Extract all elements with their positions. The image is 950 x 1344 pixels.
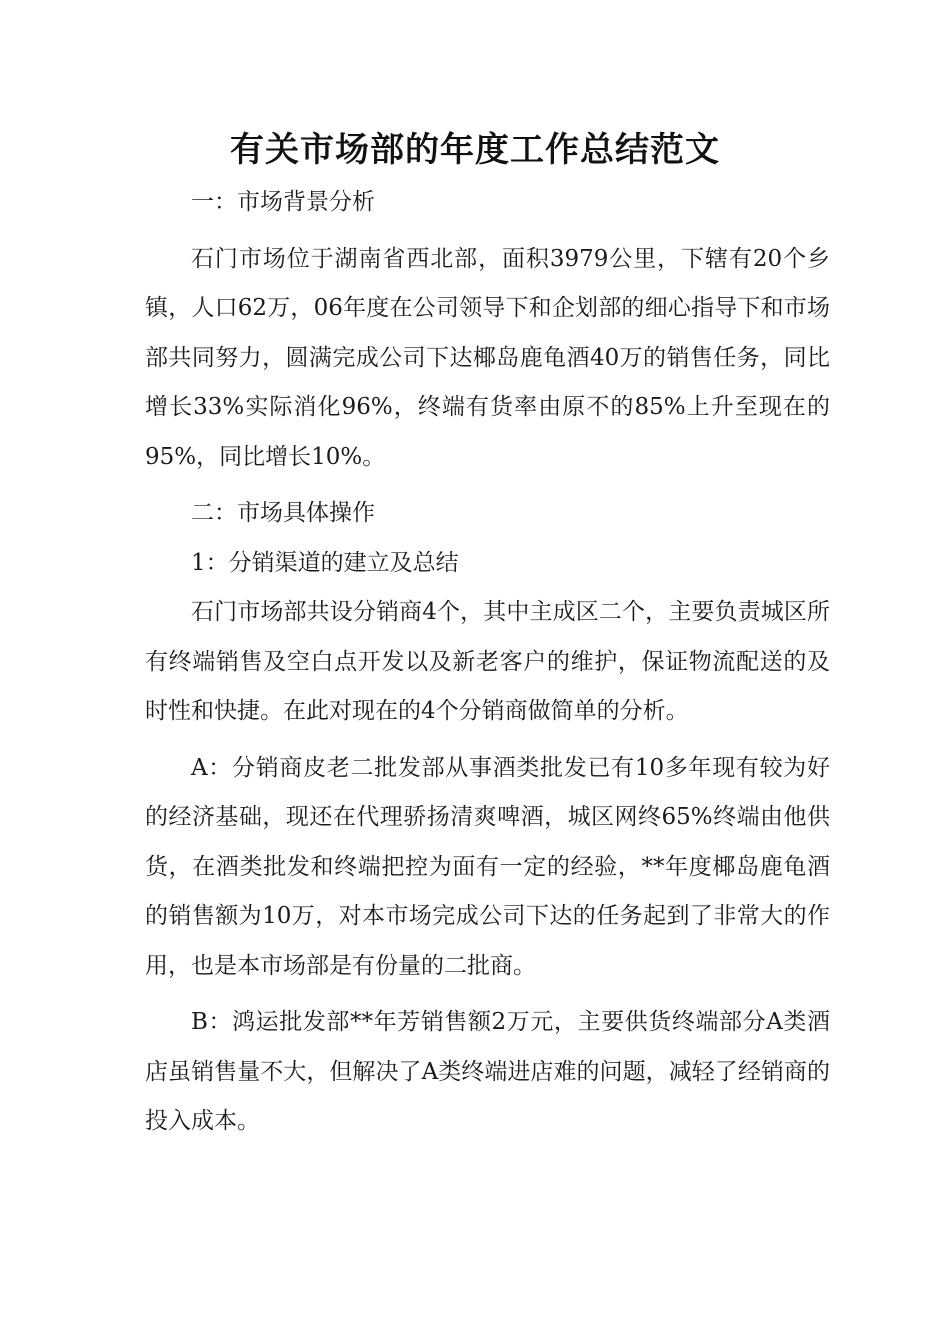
section-heading-market-operations: 二：市场具体操作 [191,500,375,526]
document-title: 有关市场部的年度工作总结范文 [230,130,720,170]
paragraph-market-overview: 石门市场位于湖南省西北部，面积3979公里，下辖有20个乡镇，人口62万，06年度在公司领导下和企划部的细心指导下和市场部共同努力，圆满完成公司下达椰岛鹿龟酒40万的销售任务，同比增长33%实际消化96%，终端有货率由原不的85%上升至现在的95%，同比增长10%。 [145,245,830,470]
section-heading-market-background: 一：市场背景分析 [191,189,375,215]
document-body [145,178,830,1147]
paragraph-distributors-overview: 石门市场部共设分销商4个，其中主成区二个，主要负责城区所有终端销售及空白点开发以及新老客户的维护，保证物流配送的及时性和快捷。在此对现在的4个分销商做简单的分析。 [145,599,830,724]
subsection-heading-distribution: 1：分销渠道的建立及总结 [191,549,459,576]
paragraph-distributor-b: B：鸿运批发部**年芳销售额2万元，主要供货终端部分A类酒店虽销售量不大，但解决了A类终端进店难的问题，减轻了经销商的投入成本。 [145,1009,830,1134]
paragraph-distributor-a: A：分销商皮老二批发部从事酒类批发已有10多年现有较为好的经济基础，现还在代理骄扬清爽啤酒，城区网终65%终端由他供货，在酒类批发和终端把控为面有一定的经验，**年度椰岛鹿龟酒的销售额为10万，对本市场完成公司下达的任务起到了非常大的作用，也是本市场部是有份量的二批商。 [145,754,830,979]
